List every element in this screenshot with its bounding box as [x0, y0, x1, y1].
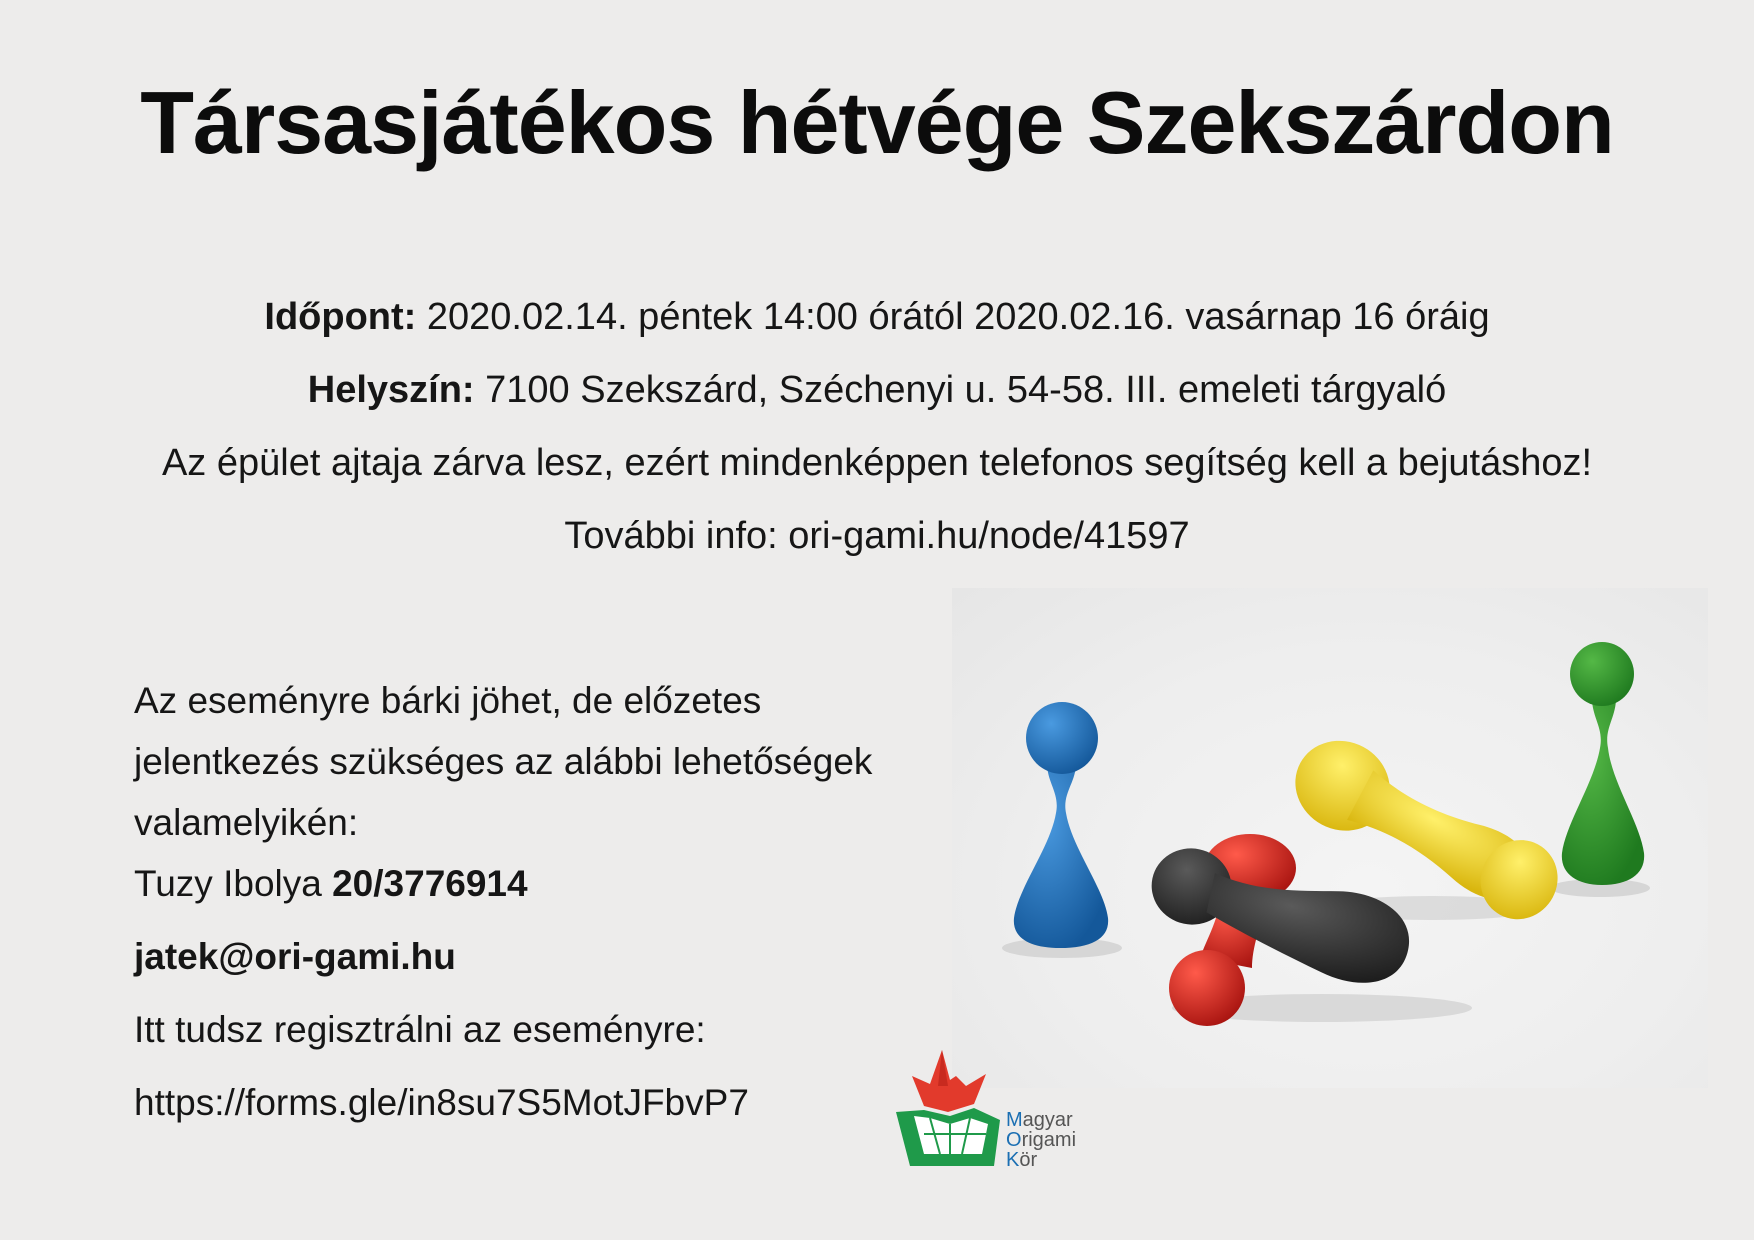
logo-line-1: Magyar: [1006, 1109, 1073, 1131]
page-title: Társasjátékos hétvége Szekszárdon: [140, 73, 1614, 172]
place-label: Helyszín:: [307, 369, 475, 411]
register-url[interactable]: https://forms.gle/in8su7S5MotJFbvP7: [134, 1082, 749, 1123]
contact-name: Tuzy Ibolya: [134, 863, 333, 904]
registration-block: [134, 670, 934, 1151]
logo-line-2: Origami: [1006, 1129, 1077, 1151]
more-info-link[interactable]: További info: ori-gami.hu/node/41597: [564, 515, 1190, 557]
origami-crane-icon: [890, 1046, 1006, 1176]
time-label: Időpont:: [264, 296, 417, 338]
register-text: Itt tudsz regisztrálni az eseményre:: [134, 1009, 706, 1050]
green-pawn: [1562, 642, 1644, 885]
door-note: Az épület ajtaja zárva lesz, ezért mindenképpen telefonos segítség kell a bejutáshoz!: [161, 442, 1593, 484]
time-line: [0, 292, 1754, 365]
logo-wordmark: [1006, 1110, 1076, 1170]
place-line: [0, 365, 1754, 438]
time-value: 2020.02.14. péntek 14:00 órától 2020.02.16. vasárnap 16 óráig: [416, 296, 1490, 338]
contact-phone[interactable]: 20/3776914: [332, 863, 528, 904]
registration-intro: Az eseményre bárki jöhet, de előzetes jelentkezés szükséges az alábbi lehetőségek valamelyikén:: [134, 680, 873, 843]
blue-pawn: [1014, 702, 1108, 948]
event-details: [0, 292, 1754, 584]
board-game-pawns-photo: [952, 588, 1708, 1088]
logo-line-3: Kör: [1006, 1149, 1038, 1171]
contact-email[interactable]: jatek@ori-gami.hu: [134, 936, 456, 977]
place-value: 7100 Szekszárd, Széchenyi u. 54-58. III. emeleti tárgyaló: [474, 369, 1447, 411]
contact-line: [134, 859, 934, 932]
magyar-origami-kor-logo: [890, 1046, 1090, 1176]
contact-email-line: [134, 932, 934, 1005]
